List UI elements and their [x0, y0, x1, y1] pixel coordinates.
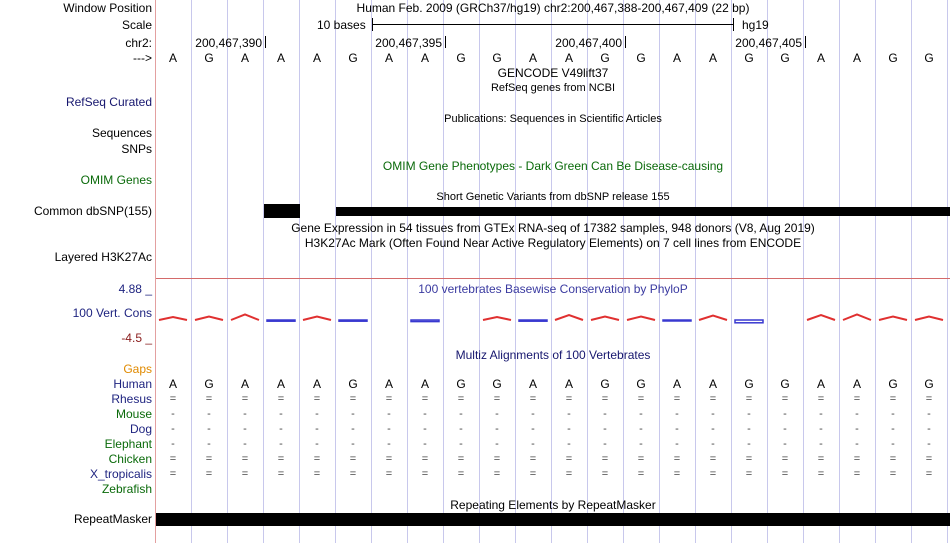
alignment-cell: - [675, 408, 679, 420]
alignment-cell: = [457, 468, 465, 480]
conservation-mark [303, 317, 331, 321]
alignment-cell: = [709, 468, 717, 480]
refseq-subtitle: RefSeq genes from NCBI [490, 82, 616, 94]
alignment-cell: - [891, 438, 895, 450]
alignment-cell: - [171, 408, 175, 420]
coordinate-tick [805, 36, 806, 48]
alignment-cell: A [564, 377, 573, 391]
species-label-human[interactable]: Human [113, 377, 152, 391]
window-position-label: Window Position [63, 1, 152, 15]
strand-label: ---> [133, 51, 152, 65]
alignment-cell: - [639, 408, 643, 420]
alignment-cell: A [168, 377, 177, 391]
alignment-cell: - [351, 408, 355, 420]
alignment-cell: = [673, 393, 681, 405]
conservation-mark [591, 317, 619, 321]
alignment-cell: = [241, 468, 249, 480]
alignment-cell: = [745, 453, 753, 465]
alignment-cell: - [279, 408, 283, 420]
common-dbsnp-label[interactable]: Common dbSNP(155) [33, 204, 152, 218]
alignment-cell: - [711, 438, 715, 450]
alignment-cell: = [925, 393, 933, 405]
alignment-cell: - [207, 423, 211, 435]
alignment-cell: - [171, 438, 175, 450]
track-separator [156, 278, 950, 279]
alignment-cell: - [243, 423, 247, 435]
alignment-cell: = [169, 468, 177, 480]
alignment-cell: - [387, 408, 391, 420]
alignment-cell: - [567, 423, 571, 435]
alignment-cell: - [243, 408, 247, 420]
alignment-cell: = [421, 468, 429, 480]
alignment-cell: G [744, 377, 754, 391]
conservation-mark [159, 317, 187, 320]
alignment-cell: - [891, 408, 895, 420]
dbsnp-track-title[interactable]: Short Genetic Variants from dbSNP release 155 [436, 191, 670, 203]
base-letter: A [708, 51, 717, 65]
alignment-cell: - [819, 438, 823, 450]
alignment-cell: = [349, 453, 357, 465]
alignment-cell: = [781, 468, 789, 480]
alignment-cell: = [709, 393, 717, 405]
alignment-cell: = [385, 393, 393, 405]
alignment-cell: - [243, 438, 247, 450]
base-letter: G [924, 51, 934, 65]
base-letter: A [528, 51, 537, 65]
base-letter: A [240, 51, 249, 65]
alignment-cell: - [315, 408, 319, 420]
base-letter: A [276, 51, 285, 65]
conservation-track-title[interactable]: 100 vertebrates Basewise Conservation by PhyloP [418, 282, 688, 296]
alignment-cell: - [783, 423, 787, 435]
coordinate-label: 200,467,400 [555, 36, 622, 50]
conservation-mark [411, 320, 439, 322]
alignment-cell: - [747, 423, 751, 435]
alignment-cell: - [207, 408, 211, 420]
alignment-cell: = [601, 468, 609, 480]
alignment-cell: - [819, 408, 823, 420]
conservation-mark [267, 320, 295, 321]
conservation-mark [195, 317, 223, 321]
alignment-cell: = [889, 393, 897, 405]
species-label-rhesus[interactable]: Rhesus [111, 392, 152, 406]
alignment-cell: = [637, 468, 645, 480]
alignment-cell: = [313, 468, 321, 480]
conservation-mark [807, 315, 835, 320]
alignment-cell: = [205, 453, 213, 465]
alignment-cell: = [673, 468, 681, 480]
conservation-mark [231, 315, 259, 321]
alignment-cell: G [456, 377, 466, 391]
alignment-cell: - [855, 423, 859, 435]
base-letter: G [888, 51, 898, 65]
alignment-cell: - [891, 423, 895, 435]
repeatmasker-bar[interactable] [156, 513, 950, 526]
alignment-cell: A [672, 377, 681, 391]
alignment-cell: - [459, 438, 463, 450]
alignment-cell: - [459, 408, 463, 420]
base-letter: G [348, 51, 358, 65]
alignment-cell: G [348, 377, 358, 391]
alignment-cell: = [169, 393, 177, 405]
alignment-cell: - [639, 438, 643, 450]
alignment-cell: = [313, 453, 321, 465]
alignment-cell: G [492, 377, 502, 391]
alignment-cell: = [925, 453, 933, 465]
layered-h3k27ac-label[interactable]: Layered H3K27Ac [54, 250, 152, 264]
dbsnp-variant-bar[interactable] [336, 207, 950, 216]
repeatmasker-label[interactable]: RepeatMasker [73, 512, 152, 526]
alignment-cell: - [711, 423, 715, 435]
alignment-cell: = [493, 453, 501, 465]
alignment-cell: = [241, 453, 249, 465]
alignment-cell: = [637, 393, 645, 405]
alignment-cell: - [675, 423, 679, 435]
alignment-cell: = [169, 453, 177, 465]
alignment-cell: = [889, 453, 897, 465]
alignment-cell: - [675, 438, 679, 450]
alignment-cell: - [603, 408, 607, 420]
alignment-cell: - [603, 423, 607, 435]
alignment-cell: = [241, 393, 249, 405]
base-letter: A [384, 51, 393, 65]
alignment-cell: - [423, 408, 427, 420]
alignment-cell: = [637, 453, 645, 465]
alignment-cell: = [781, 453, 789, 465]
alignment-cell: - [927, 408, 931, 420]
alignment-cell: = [385, 468, 393, 480]
alignment-cell: = [601, 393, 609, 405]
conservation-min-label: -4.5 _ [121, 331, 152, 345]
alignment-cell: = [817, 393, 825, 405]
alignment-cell: = [421, 393, 429, 405]
alignment-cell: - [747, 408, 751, 420]
alignment-cell: - [315, 423, 319, 435]
alignment-cell: = [493, 393, 501, 405]
alignment-cell: = [889, 468, 897, 480]
base-letter: A [312, 51, 321, 65]
alignment-cell: = [745, 468, 753, 480]
omim-track-title[interactable]: OMIM Gene Phenotypes - Dark Green Can Be Disease-causing [382, 159, 724, 173]
gencode-track-title[interactable]: GENCODE V49lift37 [497, 66, 609, 80]
alignment-cell: = [745, 393, 753, 405]
alignment-cell: = [313, 393, 321, 405]
alignment-cell: A [276, 377, 285, 391]
alignment-cell: G [924, 377, 934, 391]
conservation-mark [843, 315, 871, 321]
alignment-cell: = [709, 453, 717, 465]
alignment-cell: = [565, 468, 573, 480]
conservation-plot [156, 296, 950, 336]
alignment-cell: - [531, 423, 535, 435]
alignment-cell: = [205, 468, 213, 480]
alignment-cell: - [927, 438, 931, 450]
dbsnp-variant-block[interactable] [264, 204, 300, 218]
alignment-cell: A [708, 377, 717, 391]
alignment-cell: - [603, 438, 607, 450]
base-letter: A [672, 51, 681, 65]
alignment-cell: - [387, 423, 391, 435]
alignment-cell: - [495, 423, 499, 435]
base-letter: G [456, 51, 466, 65]
base-letter: A [168, 51, 177, 65]
coordinate-tick [445, 36, 446, 48]
alignment-cell: = [817, 453, 825, 465]
conservation-max-label: 4.88 _ [118, 282, 152, 296]
alignment-cell: A [384, 377, 393, 391]
alignment-cell: = [853, 453, 861, 465]
conservation-mark [699, 316, 727, 321]
base-letter: A [420, 51, 429, 65]
alignment-cell: - [567, 438, 571, 450]
base-letter: G [636, 51, 646, 65]
h3k27ac-track-title[interactable]: H3K27Ac Mark (Often Found Near Active Regulatory Elements) on 7 cell lines from ENCODE [304, 236, 802, 250]
omim-genes-label[interactable]: OMIM Genes [80, 173, 152, 187]
scale-bases-text: 10 bases [317, 18, 366, 32]
alignment-cell: G [204, 377, 214, 391]
conservation-mark [519, 320, 547, 321]
base-letter: A [564, 51, 573, 65]
alignment-cell: - [207, 438, 211, 450]
alignment-cell: - [351, 423, 355, 435]
alignment-cell: = [565, 453, 573, 465]
coordinate-label: 200,467,395 [375, 36, 442, 50]
alignment-cell: - [567, 408, 571, 420]
scale-assembly: hg19 [742, 18, 769, 32]
alignment-cell: = [673, 453, 681, 465]
window-position-text: Human Feb. 2009 (GRCh37/hg19) chr2:200,467,388-200,467,409 (22 bp) [356, 1, 750, 15]
gtex-track-title[interactable]: Gene Expression in 54 tissues from GTEx RNA-seq of 17382 samples, 948 donors (V8, Aug 2019) [291, 221, 815, 235]
base-letter: G [600, 51, 610, 65]
species-label-chicken[interactable]: Chicken [108, 452, 152, 466]
coordinate-label: 200,467,390 [195, 36, 262, 50]
gaps-label[interactable]: Gaps [123, 362, 152, 376]
coordinate-tick [625, 36, 626, 48]
alignment-cell: - [783, 408, 787, 420]
alignment-cell: - [387, 438, 391, 450]
alignment-cell: - [531, 408, 535, 420]
conservation-mark [627, 317, 655, 321]
species-label-mouse[interactable]: Mouse [115, 407, 152, 421]
repeatmasker-track-title[interactable]: Repeating Elements by RepeatMasker [450, 498, 656, 512]
alignment-cell: = [385, 453, 393, 465]
alignment-cell: = [457, 393, 465, 405]
conservation-mark [663, 320, 691, 321]
vert-cons-label[interactable]: 100 Vert. Cons [72, 306, 152, 320]
alignment-cell: A [420, 377, 429, 391]
alignment-cell: = [349, 393, 357, 405]
alignment-cell: A [240, 377, 249, 391]
base-letter: A [816, 51, 825, 65]
alignment-cell: = [529, 468, 537, 480]
snps-label[interactable]: SNPs [121, 142, 152, 156]
alignment-cell: = [853, 393, 861, 405]
alignment-cell: = [457, 453, 465, 465]
conservation-mark [915, 317, 943, 321]
species-label-zebrafish[interactable]: Zebrafish [101, 482, 152, 496]
alignment-cell: - [315, 438, 319, 450]
species-label-x_tropicalis[interactable]: X_tropicalis [89, 467, 152, 481]
alignment-cell: G [780, 377, 790, 391]
alignment-cell: = [565, 393, 573, 405]
alignment-cell: = [781, 393, 789, 405]
alignment-cell: = [529, 453, 537, 465]
alignment-cell: - [531, 438, 535, 450]
alignment-cell: = [277, 393, 285, 405]
alignment-cell: - [459, 423, 463, 435]
scale-label: Scale [121, 18, 152, 32]
chrom-label: chr2: [125, 36, 152, 50]
base-letter: A [852, 51, 861, 65]
alignment-cell: G [600, 377, 610, 391]
alignment-cell: = [925, 468, 933, 480]
refseq-curated-label[interactable]: RefSeq Curated [65, 95, 152, 109]
conservation-mark [555, 315, 583, 320]
alignment-cell: - [351, 438, 355, 450]
alignment-cell: = [601, 453, 609, 465]
alignment-cell: - [279, 438, 283, 450]
alignment-cell: - [819, 423, 823, 435]
alignment-cell: = [529, 393, 537, 405]
alignment-cell: - [495, 408, 499, 420]
alignment-cell: - [423, 423, 427, 435]
alignment-cell: G [888, 377, 898, 391]
base-letter: G [492, 51, 502, 65]
alignment-cell: - [927, 423, 931, 435]
species-label-dog[interactable]: Dog [129, 422, 152, 436]
alignment-cell: = [277, 468, 285, 480]
base-letter: G [780, 51, 790, 65]
multiz-track-title[interactable]: Multiz Alignments of 100 Vertebrates [455, 348, 651, 362]
conservation-mark [879, 317, 907, 321]
base-letter: G [204, 51, 214, 65]
coordinate-label: 200,467,405 [735, 36, 802, 50]
conservation-mark [339, 320, 367, 321]
alignment-cell: - [279, 423, 283, 435]
alignment-cell: - [171, 423, 175, 435]
alignment-cell: = [205, 393, 213, 405]
alignment-cell: = [853, 468, 861, 480]
conservation-mark [483, 317, 511, 320]
alignment-cell: - [711, 408, 715, 420]
alignment-cell: = [277, 453, 285, 465]
coordinate-tick [265, 36, 266, 48]
alignment-cell: A [816, 377, 825, 391]
conservation-mark [735, 320, 763, 323]
alignment-cell: = [817, 468, 825, 480]
alignment-cell: A [852, 377, 861, 391]
alignment-cell: = [493, 468, 501, 480]
alignment-cell: - [855, 408, 859, 420]
publications-track-title[interactable]: Publications: Sequences in Scientific Articles [444, 113, 662, 125]
alignment-cell: G [636, 377, 646, 391]
sequences-label[interactable]: Sequences [91, 126, 152, 140]
alignment-cell: - [747, 438, 751, 450]
alignment-cell: - [783, 438, 787, 450]
alignment-cell: A [312, 377, 321, 391]
alignment-cell: - [639, 423, 643, 435]
alignment-cell: = [421, 453, 429, 465]
alignment-cell: - [495, 438, 499, 450]
species-label-elephant[interactable]: Elephant [104, 437, 152, 451]
alignment-cell: - [855, 438, 859, 450]
alignment-cell: A [528, 377, 537, 391]
alignment-cell: = [349, 468, 357, 480]
alignment-cell: - [423, 438, 427, 450]
base-letter: G [744, 51, 754, 65]
